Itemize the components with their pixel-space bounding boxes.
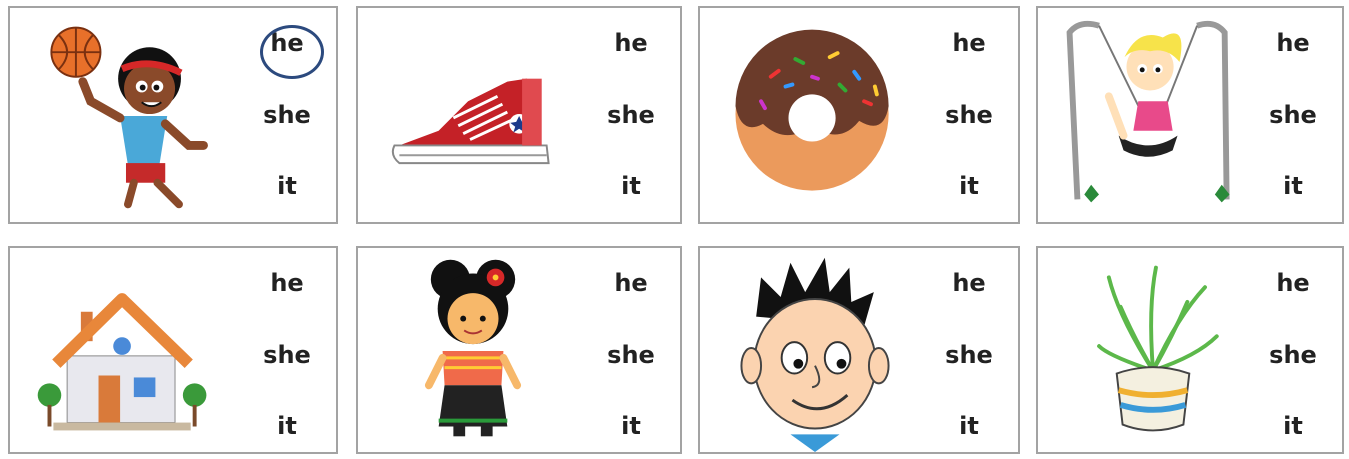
option-she[interactable]: she [607,101,655,129]
girl-swing-picture [1038,8,1268,222]
option-he[interactable]: he [1276,269,1310,297]
option-she[interactable]: she [1269,341,1317,369]
card-girl-swing [1036,6,1344,224]
option-she[interactable]: she [607,341,655,369]
option-it[interactable]: it [959,412,979,440]
option-it[interactable]: it [1283,172,1303,200]
girl-dress-picture [358,248,588,452]
option-it[interactable]: it [277,412,297,440]
boy-basketball-icon [10,8,240,222]
option-it[interactable]: it [621,412,641,440]
option-it[interactable]: it [277,172,297,200]
sneaker-picture [358,8,588,222]
sneaker-icon [358,8,588,222]
house-picture [10,248,240,452]
option-he[interactable]: he [614,269,648,297]
boy-face-picture [700,248,930,452]
option-she[interactable]: she [945,101,993,129]
selection-circle [260,25,324,79]
option-he[interactable]: he [952,269,986,297]
plant-icon [1038,248,1268,452]
card-sneaker [356,6,682,224]
option-it[interactable]: it [959,172,979,200]
boy-basketball-picture [10,8,240,222]
donut-picture [700,8,930,222]
option-she[interactable]: she [945,341,993,369]
card-girl-dress [356,246,682,454]
card-house [8,246,338,454]
option-he[interactable]: he [270,29,304,57]
girl-dress-icon [358,248,588,452]
option-he[interactable]: he [614,29,648,57]
boy-face-icon [700,248,930,452]
option-he[interactable]: he [952,29,986,57]
plant-picture [1038,248,1268,452]
card-plant [1036,246,1344,454]
option-she[interactable]: she [263,101,311,129]
donut-icon [700,8,930,222]
house-icon [10,248,240,452]
option-he[interactable]: he [1276,29,1310,57]
option-she[interactable]: she [263,341,311,369]
card-boy-face [698,246,1020,454]
option-he[interactable]: he [270,269,304,297]
option-it[interactable]: it [1283,412,1303,440]
option-it[interactable]: it [621,172,641,200]
card-boy-basketball [8,6,338,224]
girl-swing-icon [1038,8,1268,222]
card-donut [698,6,1020,224]
option-she[interactable]: she [1269,101,1317,129]
